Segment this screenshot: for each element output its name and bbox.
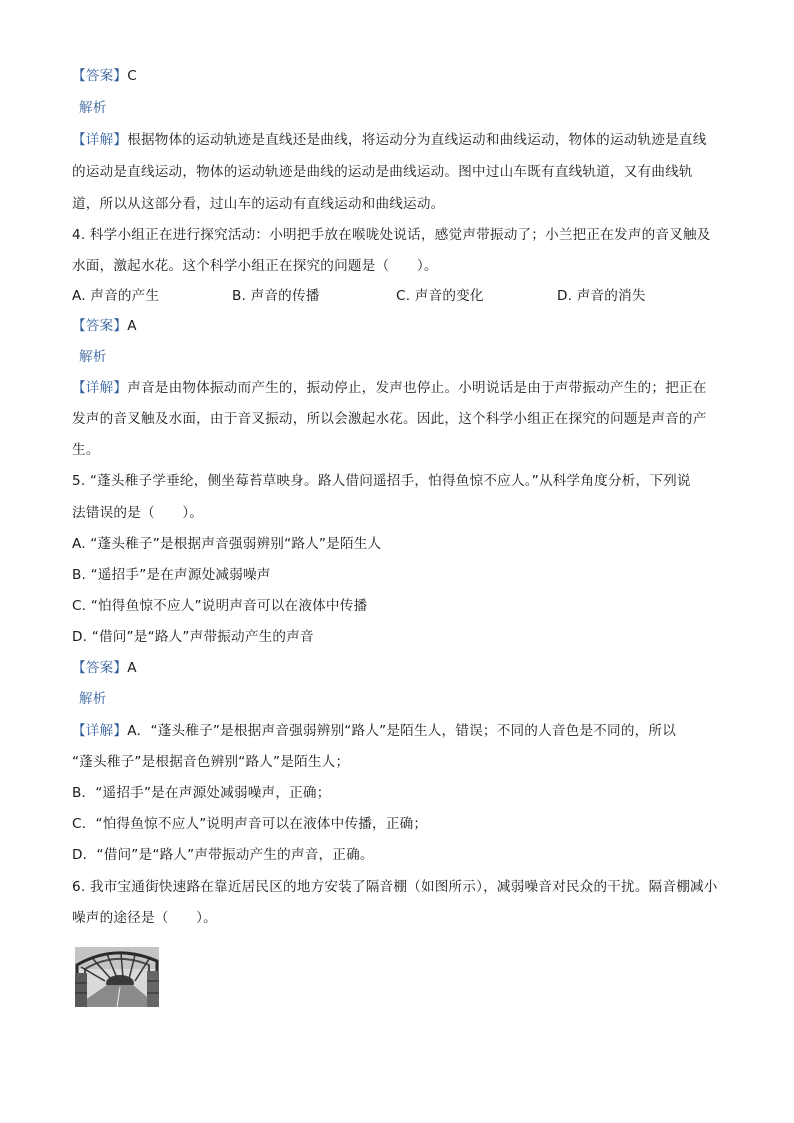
q5-stem-line-2: 法错误的是（ ）。 (72, 505, 204, 521)
q5-option-b: B. “遥招手”是在声源处减弱噪声 (72, 567, 271, 583)
q4-detail-line-1 (72, 378, 732, 398)
q4-option-d: D. 声音的消失 (557, 288, 646, 304)
answer-value: A (127, 660, 137, 676)
q4-detail-line-2: 发声的音叉触及水面，由于音叉振动，所以会激起水花。因此，这个科学小组正在探究的问题是声音的产 (72, 411, 707, 427)
q5-stem-line-1: 5. “蓬头稚子学垂纶，侧坐莓苔草映身。路人借问遥招手，怕得鱼惊不应人。”从科学角度分析，下列说 (72, 473, 691, 489)
q5-option-c: C. “怕得鱼惊不应人”说明声音可以在液体中传播 (72, 598, 368, 614)
q4-stem-line-1: 4. 科学小组正在进行探究活动：小明把手放在喉咙处说话，感觉声带振动了；小兰把正在发声的音叉触及 (72, 227, 711, 243)
q3-analysis-line (72, 98, 732, 118)
q5-analysis-line (72, 689, 732, 709)
analysis-label: 解析 (79, 691, 107, 707)
q6-stem-line-2: 噪声的途径是（ ）。 (72, 910, 217, 926)
q5-detail-line-5: D．“借问”是“路人”声带振动产生的声音，正确。 (72, 847, 374, 863)
q4-option-a: A. 声音的产生 (72, 288, 160, 304)
q4-options-row (72, 286, 732, 306)
answer-label: 【答案】 (72, 660, 128, 676)
q4-detail-line-3: 生。 (72, 442, 100, 458)
q4-analysis-line (72, 347, 732, 367)
q4-stem-line-2: 水面，激起水花。这个科学小组正在探究的问题是（ ）。 (72, 258, 438, 274)
q5-detail-line-2: “蓬头稚子”是根据音色辨别“路人”是陌生人； (72, 754, 350, 770)
detail-label: 【详解】 (72, 723, 128, 739)
q6-stem-line-1: 6. 我市宝通街快速路在靠近居民区的地方安装了隔音棚（如图所示），减弱噪音对民众的干扰。隔音棚减小 (72, 879, 718, 895)
q4-option-b: B. 声音的传播 (232, 288, 320, 304)
q3-detail-line-3: 道，所以从这部分看，过山车的运动有直线运动和曲线运动。 (72, 196, 445, 212)
q4-option-c: C. 声音的变化 (396, 288, 484, 304)
detail-label: 【详解】 (72, 380, 128, 396)
q5-detail-line-3: B．“遥招手”是在声源处减弱噪声，正确； (72, 785, 331, 801)
answer-value: A (127, 318, 137, 334)
q4-answer-line (72, 316, 732, 336)
sound-barrier-photo (75, 947, 159, 1007)
analysis-label: 解析 (79, 100, 107, 116)
answer-value: C (127, 68, 137, 84)
q5-detail-line-4: C．“怕得鱼惊不应人”说明声音可以在液体中传播，正确； (72, 816, 428, 832)
answer-label: 【答案】 (72, 318, 128, 334)
q5-option-a: A. “蓬头稚子”是根据声音强弱辨别“路人”是陌生人 (72, 536, 382, 552)
q5-detail-text-1: A．“蓬头稚子”是根据声音强弱辨别“路人”是陌生人，错误；不同的人音色是不同的，所以 (127, 723, 677, 739)
q3-answer-line (72, 66, 732, 86)
detail-label: 【详解】 (72, 132, 128, 148)
sound-barrier-illustration (75, 947, 159, 1007)
q5-detail-line-1 (72, 721, 732, 741)
q5-answer-line (72, 658, 732, 678)
answer-label: 【答案】 (72, 68, 128, 84)
q3-detail-line-2: 的运动是直线运动，物体的运动轨迹是曲线的运动是曲线运动。图中过山车既有直线轨道，又有曲线轨 (72, 164, 693, 180)
q3-detail-line-1 (72, 130, 732, 150)
analysis-label: 解析 (79, 349, 107, 365)
q4-detail-text-1: 声音是由物体振动而产生的，振动停止，发声也停止。小明说话是由于声带振动产生的；把正在 (127, 380, 707, 396)
q5-option-d: D. “借问”是“路人”声带振动产生的声音 (72, 629, 314, 645)
q3-detail-text-1: 根据物体的运动轨迹是直线还是曲线，将运动分为直线运动和曲线运动，物体的运动轨迹是直线 (127, 132, 707, 148)
